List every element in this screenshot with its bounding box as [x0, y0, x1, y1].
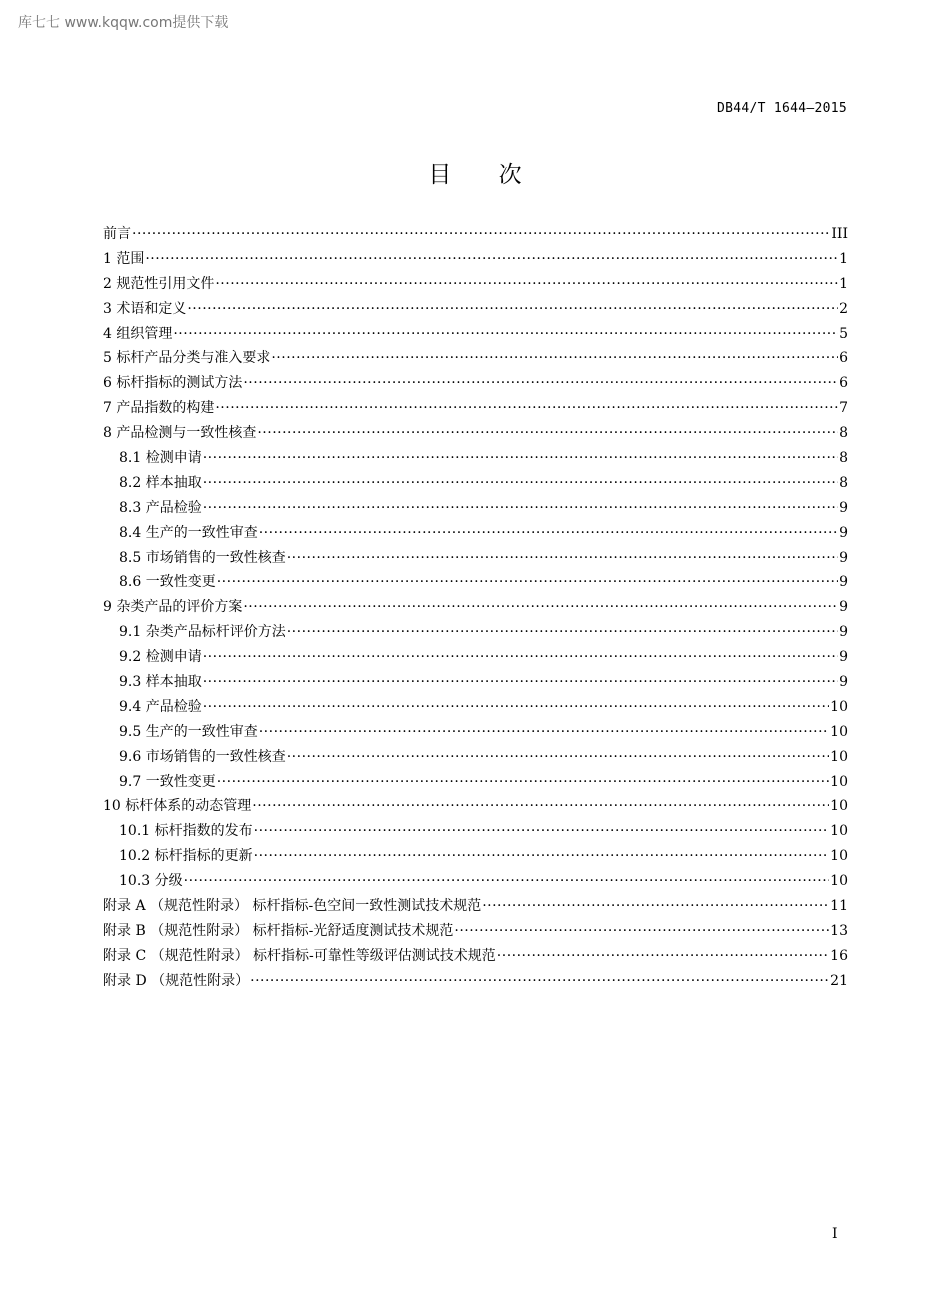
- toc-dot-leader: [203, 446, 838, 471]
- toc-entry[interactable]: [103, 521, 848, 546]
- toc-entry-page: 10: [830, 873, 848, 890]
- toc-entry[interactable]: [103, 222, 848, 247]
- toc-entry-page: 9: [839, 524, 848, 541]
- toc-dot-leader: [203, 645, 838, 670]
- toc-entry[interactable]: [103, 745, 848, 770]
- toc-dot-leader: [254, 844, 830, 869]
- toc-entry[interactable]: [103, 346, 848, 371]
- document-number: DB44/T 1644—2015: [716, 101, 847, 116]
- toc-entry[interactable]: [103, 322, 848, 347]
- toc-entry[interactable]: [103, 819, 848, 844]
- toc-entry-label: 附录 B （规范性附录） 标杆指标-光舒适度测试技术规范: [103, 922, 454, 939]
- toc-dot-leader: [132, 222, 830, 247]
- toc-dot-leader: [257, 421, 838, 446]
- toc-entry-label: 10 标杆体系的动态管理: [103, 798, 252, 815]
- toc-dot-leader: [454, 919, 829, 944]
- toc-dot-leader: [243, 371, 838, 396]
- toc-entry[interactable]: [103, 869, 848, 894]
- toc-entry-label: 6 标杆指标的测试方法: [103, 375, 243, 392]
- toc-entry-page: 21: [830, 972, 848, 989]
- toc-dot-leader: [217, 770, 829, 795]
- toc-entry-page: 6: [839, 350, 848, 367]
- toc-dot-leader: [287, 546, 838, 571]
- toc-entry[interactable]: [103, 645, 848, 670]
- toc-entry[interactable]: [103, 919, 848, 944]
- toc-entry-label: 2 规范性引用文件: [103, 275, 215, 292]
- toc-entry-label: 附录 A （规范性附录） 标杆指标-色空间一致性测试技术规范: [103, 898, 482, 915]
- toc-entry-label: 3 术语和定义: [103, 300, 187, 317]
- toc-entry-label: 8.5 市场销售的一致性核查: [119, 549, 286, 566]
- toc-entry-page: 7: [839, 400, 848, 417]
- toc-entry[interactable]: [103, 695, 848, 720]
- toc-entry-label: 9.3 样本抽取: [119, 674, 202, 691]
- toc-entry-label: 9.7 一致性变更: [119, 773, 216, 790]
- toc-entry-page: 10: [830, 798, 848, 815]
- table-of-contents: [103, 222, 848, 994]
- toc-entry-page: 9: [839, 574, 848, 591]
- toc-entry-label: 9.1 杂类产品标杆评价方法: [119, 624, 286, 641]
- toc-dot-leader: [184, 869, 830, 894]
- toc-entry[interactable]: [103, 894, 848, 919]
- toc-entry-label: 9 杂类产品的评价方案: [103, 599, 243, 616]
- toc-entry[interactable]: [103, 546, 848, 571]
- page-title: [0, 156, 950, 189]
- toc-entry-label: 10.2 标杆指标的更新: [119, 848, 253, 865]
- toc-entry-page: 10: [830, 748, 848, 765]
- toc-entry-label: 9.6 市场销售的一致性核查: [119, 748, 286, 765]
- toc-entry-label: 1 范围: [103, 250, 145, 267]
- toc-entry-label: 10.3 分级: [119, 873, 183, 890]
- toc-entry[interactable]: [103, 670, 848, 695]
- toc-entry-page: 9: [839, 624, 848, 641]
- toc-entry-label: 8.6 一致性变更: [119, 574, 216, 591]
- toc-dot-leader: [215, 396, 838, 421]
- toc-entry[interactable]: [103, 297, 848, 322]
- toc-entry-label: 9.5 生产的一致性审查: [119, 723, 258, 740]
- toc-entry-label: 5 标杆产品分类与准入要求: [103, 350, 271, 367]
- toc-entry-label: 9.4 产品检验: [119, 698, 202, 715]
- toc-entry-label: 前言: [103, 226, 131, 242]
- toc-entry-page: 13: [830, 922, 848, 939]
- toc-entry-label: 4 组织管理: [103, 325, 173, 342]
- toc-entry-page: 5: [839, 325, 848, 342]
- toc-entry[interactable]: [103, 247, 848, 272]
- toc-entry[interactable]: [103, 620, 848, 645]
- toc-entry-label: 8 产品检测与一致性核查: [103, 425, 257, 442]
- toc-entry-page: 8: [839, 450, 848, 467]
- toc-entry-label: 7 产品指数的构建: [103, 400, 215, 417]
- toc-entry[interactable]: [103, 844, 848, 869]
- toc-dot-leader: [187, 297, 838, 322]
- toc-entry[interactable]: [103, 496, 848, 521]
- toc-entry-page: III: [831, 226, 848, 242]
- toc-entry-label: 附录 D （规范性附录）: [103, 972, 250, 989]
- toc-dot-leader: [482, 894, 829, 919]
- toc-dot-leader: [287, 620, 838, 645]
- toc-entry[interactable]: [103, 396, 848, 421]
- toc-dot-leader: [243, 595, 838, 620]
- toc-entry[interactable]: [103, 944, 848, 969]
- toc-entry[interactable]: [103, 595, 848, 620]
- toc-entry-page: 9: [839, 674, 848, 691]
- toc-entry[interactable]: [103, 570, 848, 595]
- toc-dot-leader: [254, 819, 830, 844]
- toc-entry-label: 10.1 标杆指数的发布: [119, 823, 253, 840]
- toc-entry[interactable]: [103, 770, 848, 795]
- toc-entry-label: 8.2 样本抽取: [119, 474, 202, 491]
- toc-entry-page: 9: [839, 549, 848, 566]
- title-char-right: 次: [498, 162, 562, 188]
- toc-entry-label: 8.1 检测申请: [119, 450, 202, 467]
- watermark-text: 库七七 www.kqqw.com提供下载: [18, 15, 229, 31]
- toc-entry-page: 10: [830, 723, 848, 740]
- toc-entry[interactable]: [103, 272, 848, 297]
- toc-entry-page: 9: [839, 499, 848, 516]
- toc-dot-leader: [203, 695, 829, 720]
- toc-entry-page: 10: [830, 698, 848, 715]
- toc-entry-page: 2: [839, 300, 848, 317]
- toc-dot-leader: [287, 745, 829, 770]
- toc-dot-leader: [252, 794, 829, 819]
- toc-dot-leader: [250, 969, 829, 994]
- toc-entry-label: 附录 C （规范性附录） 标杆指标-可靠性等级评估测试技术规范: [103, 947, 496, 964]
- toc-entry[interactable]: [103, 471, 848, 496]
- toc-entry-page: 9: [839, 649, 848, 666]
- toc-entry[interactable]: [103, 794, 848, 819]
- toc-dot-leader: [203, 670, 838, 695]
- toc-dot-leader: [217, 570, 838, 595]
- toc-entry-page: 16: [830, 947, 848, 964]
- toc-entry-label: 8.4 生产的一致性审查: [119, 524, 258, 541]
- toc-dot-leader: [497, 944, 829, 969]
- toc-entry[interactable]: [103, 720, 848, 745]
- toc-entry-page: 10: [830, 848, 848, 865]
- toc-entry[interactable]: [103, 969, 848, 994]
- toc-entry-page: 8: [839, 425, 848, 442]
- title-char-left: 目: [428, 162, 492, 188]
- toc-entry-label: 8.3 产品检验: [119, 499, 202, 516]
- toc-entry-page: 1: [839, 275, 848, 292]
- toc-entry-page: 10: [830, 773, 848, 790]
- toc-entry-label: 9.2 检测申请: [119, 649, 202, 666]
- toc-dot-leader: [259, 720, 829, 745]
- toc-dot-leader: [259, 521, 838, 546]
- toc-entry[interactable]: [103, 446, 848, 471]
- toc-dot-leader: [203, 471, 838, 496]
- toc-dot-leader: [215, 272, 838, 297]
- toc-dot-leader: [145, 247, 838, 272]
- toc-entry-page: 10: [830, 823, 848, 840]
- page-number: I: [832, 1226, 838, 1242]
- toc-entry-page: 6: [839, 375, 848, 392]
- toc-dot-leader: [271, 346, 838, 371]
- toc-entry[interactable]: [103, 371, 848, 396]
- toc-dot-leader: [173, 322, 838, 347]
- toc-entry-page: 1: [839, 250, 848, 267]
- toc-entry-page: 8: [839, 474, 848, 491]
- toc-entry-page: 11: [830, 898, 848, 915]
- toc-entry-page: 9: [839, 599, 848, 616]
- toc-entry[interactable]: [103, 421, 848, 446]
- toc-dot-leader: [203, 496, 838, 521]
